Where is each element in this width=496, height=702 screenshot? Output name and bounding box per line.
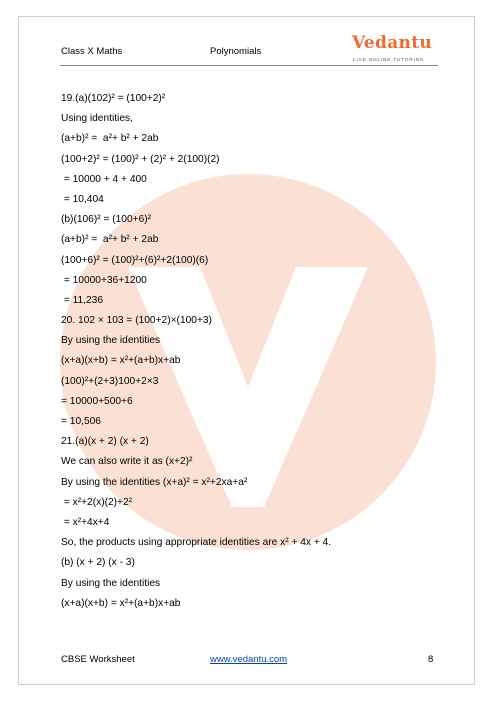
content-line: = 10000+36+1200 (61, 274, 147, 286)
content-line: So, the products using appropriate identities are x² + 4x + 4. (61, 537, 332, 549)
logo-wordmark: Vedantu (352, 33, 433, 53)
page-number: 8 (428, 654, 434, 665)
content-line: 20. 102 × 103 = (100+2)×(100+3) (61, 315, 212, 327)
content-line: = 10,404 (61, 193, 104, 205)
content-line: (b) (x + 2) (x - 3) (61, 557, 135, 569)
content-line: By using the identities (61, 577, 161, 589)
logo-tagline: LIVE ONLINE TUTORING (353, 57, 425, 62)
header-divider (60, 65, 438, 66)
content-line: (x+a)(x+b) = x²+(a+b)x+ab (61, 355, 181, 367)
solution-content (61, 89, 331, 614)
content-line: 21.(a)(x + 2) (x + 2) (61, 436, 149, 448)
header-chapter: Polynomials (210, 46, 262, 57)
content-line: (a+b)² = a²+ b² + 2ab (61, 234, 159, 246)
content-line: = x²+2(x)(2)+2² (61, 496, 133, 508)
content-line: = 10000+500+6 (61, 395, 133, 407)
content-line: By using the identities (x+a)² = x²+2xa+a² (61, 476, 248, 488)
content-line: (x+a)(x+b) = x²+(a+b)x+ab (61, 597, 181, 609)
content-line: Using identities, (61, 113, 133, 125)
content-line: 19.(a)(102)² = (100+2)² (61, 93, 166, 104)
content-line: We can also write it as (x+2)² (61, 456, 193, 468)
footer-website-link[interactable]: www.vedantu.com (210, 654, 288, 665)
content-line: By using the identities (61, 335, 161, 347)
content-line: = 10,506 (61, 416, 101, 427)
content-line: (b)(106)² = (100+6)² (61, 214, 152, 226)
content-line: (100+2)² = (100)² + (2)² + 2(100)(2) (61, 153, 220, 165)
content-line: = 11,236 (61, 294, 104, 306)
content-line: (100)²+(2+3)100+2×3 (61, 375, 159, 387)
content-line: = 10000 + 4 + 400 (61, 173, 147, 185)
content-line: (100+6)² = (100)²+(6)²+2(100)(6) (61, 254, 209, 266)
content-line: = x²+4x+4 (61, 516, 110, 528)
header-subject: Class X Maths (61, 46, 123, 57)
footer-label: CBSE Worksheet (61, 654, 135, 665)
vedantu-logo (352, 33, 434, 69)
content-line: (a+b)² = a²+ b² + 2ab (61, 133, 159, 145)
